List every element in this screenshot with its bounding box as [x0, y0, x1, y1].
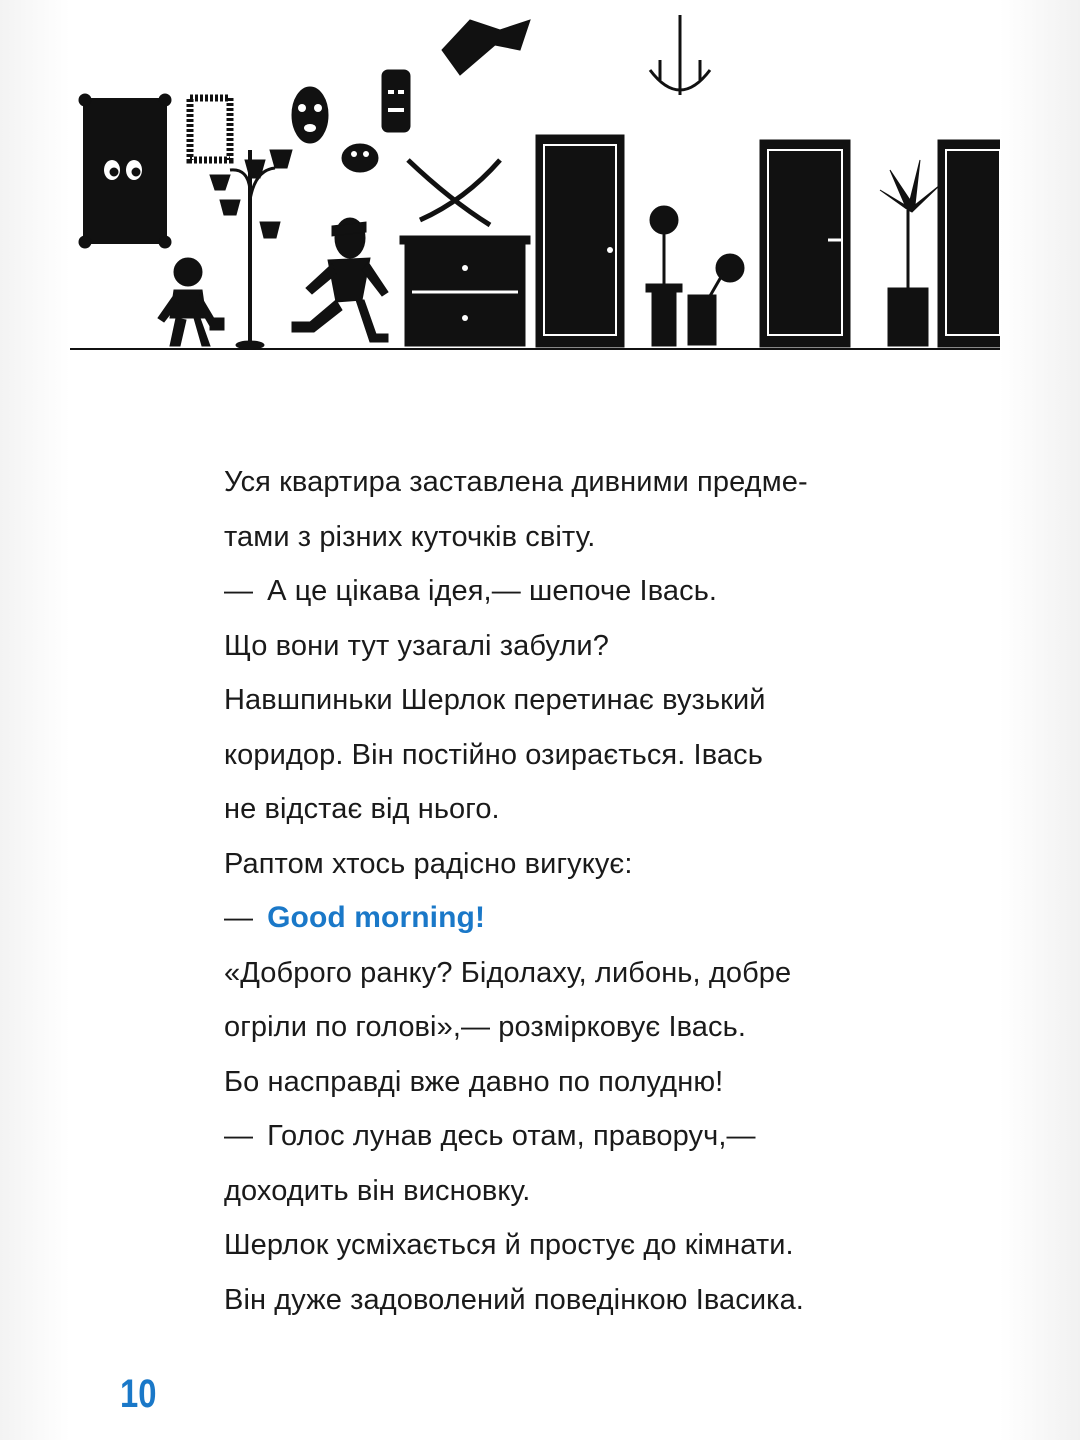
dialogue-text: А це цікава ідея,— шепоче Івась. [267, 575, 718, 607]
text-line: не відстає від нього. [224, 793, 500, 825]
text-line: тами з різних куточків світу. [224, 520, 596, 553]
text-line: огріли по голові»,— розмірковує Івась. [224, 1011, 746, 1043]
em-dash: — [224, 1120, 254, 1152]
boy-silhouette-icon [158, 258, 224, 346]
english-phrase: Good morning! [267, 901, 486, 934]
tribal-masks-icon [292, 70, 410, 172]
text-line: Навшпиньки Шерлок перетинає вузький [224, 684, 766, 716]
framed-portrait-icon [79, 94, 171, 248]
text-line: Раптом хтось радісно вигукує: [224, 847, 633, 880]
palm-plant-icon [880, 160, 940, 346]
dialogue-text: Голос лунав десь отам, праворуч,— [267, 1120, 756, 1152]
hallway-silhouette-illustration [70, 0, 1000, 360]
door-icon-2 [760, 140, 850, 347]
text-line: коридор. Він постійно озирається. Івась [224, 738, 763, 771]
em-dash: — [224, 575, 254, 607]
text-line [224, 564, 944, 619]
potted-flowers-icon [646, 206, 744, 346]
story-text [224, 455, 944, 1327]
text-line [224, 1109, 944, 1164]
running-man-silhouette-icon [292, 218, 388, 342]
chandelier-icon [650, 15, 710, 95]
text-line: Уся квартира заставлена дивними предме- [224, 466, 808, 498]
page-number: 10 [120, 1372, 157, 1416]
bird-silhouette-icon [442, 20, 530, 75]
crossed-swords-icon [408, 160, 500, 225]
text-line: Він дуже задоволений поведінкою Івасика. [224, 1283, 804, 1316]
text-line: Бо насправді вже давно по полудню! [224, 1065, 724, 1098]
text-line: доходить він висновку. [224, 1174, 531, 1207]
text-line: Шерлок усміхається й простує до кімнати. [224, 1229, 794, 1261]
dresser-icon [400, 236, 530, 346]
text-line [224, 891, 944, 946]
door-icon [536, 135, 624, 347]
text-line: Що вони тут узагалі забули? [224, 629, 609, 662]
text-line: «Доброго ранку? Бідолаху, либонь, добре [224, 956, 792, 989]
door-icon-3 [938, 140, 1000, 347]
em-dash: — [224, 902, 254, 934]
